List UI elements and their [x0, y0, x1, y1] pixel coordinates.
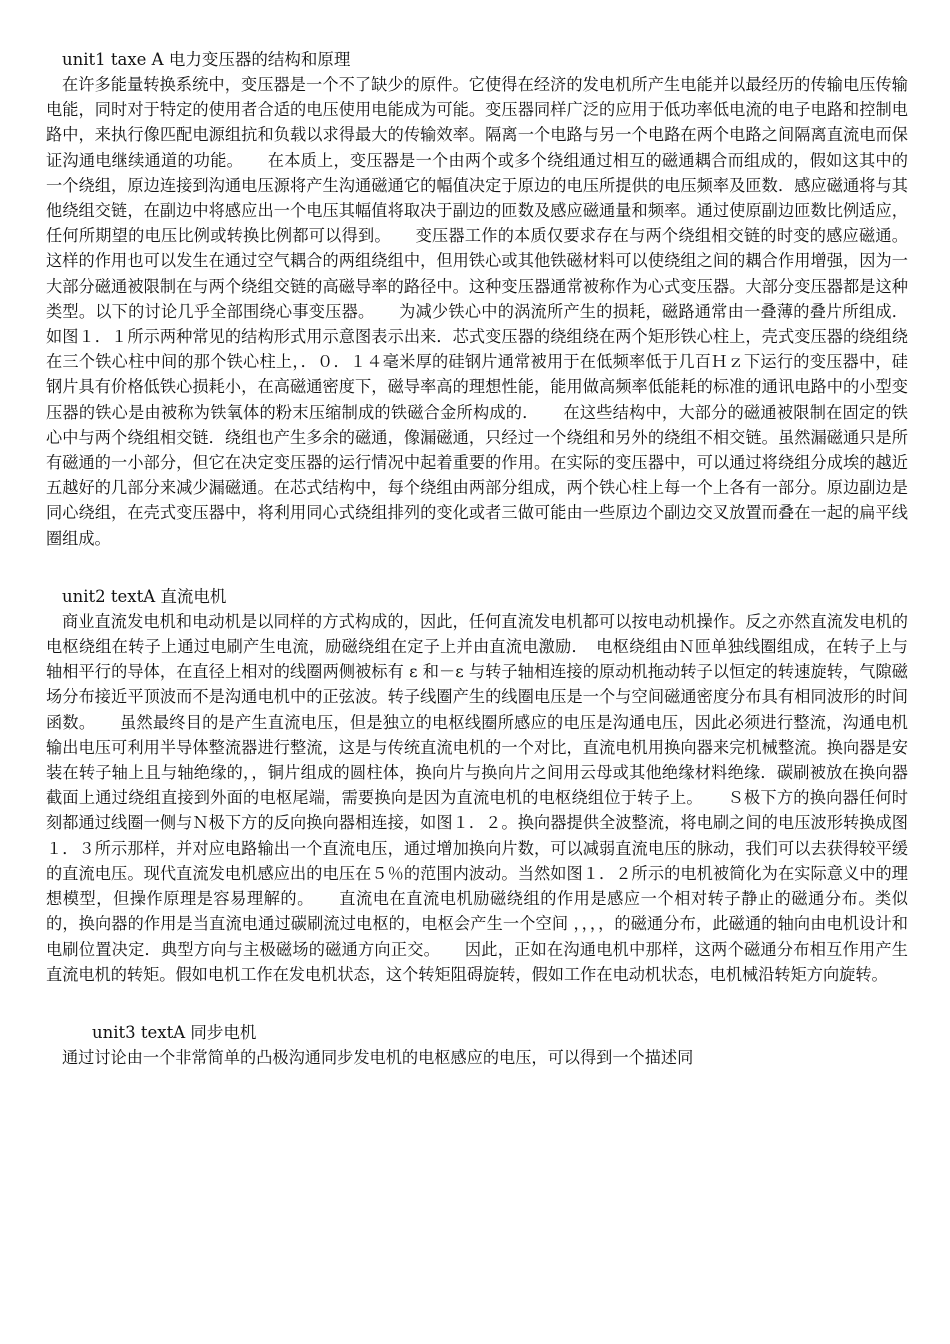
section-spacer: [46, 987, 908, 1021]
section-unit2: [46, 585, 908, 987]
section-paragraph: 在许多能量转换系统中，变压器是一个不了缺少的原件。它使得在经济的发电机所产生电能并以最经历的传输电压传输电能，同时对于特定的使用者合适的电压使用电能成为可能。变压器同样广泛的应用于低功率低电流的电子电路和控制电路中，来执行像匹配电源组抗和负载以求得最大的传输效率。隔离一个电路与另一个电路在两个电路之间隔离直流电而保证沟通电继续通道的功能。 在本质上，变压器是一个由两个或多个绕组通过相互的磁通耦合而组成的，假如这其中的一个绕组，原边连接到沟通电压源将产生沟通磁通它的幅值决定于原边的电压所提供的电压频率及匝数．感应磁通将与其他绕组交链，在副边中将感应出一个电压其幅值将取决于副边的匝数及感应磁通量和频率。通过使原副边匝数比例适应，任何所期望的电压比例或转换比例都可以得到。 变压器工作的本质仅要求存在与两个绕组相交链的时变的感应磁通。这样的作用也可以发生在通过空气耦合的两组绕组中，但用铁心或其他铁磁材料可以使绕组之间的耦合作用增强，因为一大部分磁通被限制在与两个绕组交链的高磁导率的路径中。这种变压器通常被称作为心式变压器。大部分变压器都是这种类型。以下的讨论几乎全部围绕心事变压器。 为减少铁心中的涡流所产生的损耗，磁路通常由一叠薄的叠片所组成．如图１．１所示两种常见的结构形式用示意图表示出来．芯式变压器的绕组绕在两个矩形铁心柱上，壳式变压器的绕组绕在三个铁心柱中间的那个铁心柱上，．０．１４毫米厚的硅钢片通常被用于在低频率低于几百Ｈｚ下运行的变压器中，硅钢片具有价格低铁心损耗小，在高磁通密度下，磁导率高的理想性能，能用做高频率低能耗的标准的通讯电路中的小型变压器的铁心是由被称为铁氧体的粉末压缩制成的铁磁合金所构成的． 在这些结构中，大部分的磁通被限制在固定的铁心中与两个绕组相交链．绕组也产生多余的磁通，像漏磁通，只经过一个绕组和另外的绕组不相交链。虽然漏磁通只是所有磁通的一小部分，但它在决定变压器的运行情况中起着重要的作用。在实际的变压器中，可以通过将绕组分成埃的越近五越好的几部分来减少漏磁通。在芯式结构中，每个绕组由两部分组成，两个铁心柱上每一个上各有一部分。原边副边是同心绕组，在壳式变压器中，将利用同心式绕组排列的变化或者三做可能由一些原边个副边交叉放置而叠在一起的扁平线圈组成。: [46, 75, 908, 548]
section-heading: unit2 textA 直流电机: [62, 586, 227, 606]
section-paragraph: 商业直流发电机和电动机是以同样的方式构成的，因此，任何直流发电机都可以按电动机操作。反之亦然直流发电机的电枢绕组在转子上通过电刷产生电流，励磁绕组在定子上并由直流电激励． 电枢绕组由Ｎ匝单独线圈组成，在转子上与轴相平行的导体，在直径上相对的线圈两侧被标有 ε 和－ε 与转子轴相连接的原动机拖动转子以恒定的转速旋转，气隙磁场分布接近平顶波而不是沟通电机中的正弦波。转子线圈产生的线圈电压是一个与空间磁通密度分布具有相同波形的时间函数。 虽然最终目的是产生直流电压，但是独立的电枢线圈所感应的电压是沟通电压，因此必须进行整流，沟通电机输出电压可利用半导体整流器进行整流，这是与传统直流电机的一个对比，直流电机用换向器来完机械整流。换向器是安装在转子轴上且与轴绝缘的，，铜片组成的圆柱体，换向片与换向片之间用云母或其他绝缘材料绝缘．碳刷被放在换向器截面上通过绕组直接到外面的电枢尾端，需要换向是因为直流电机的电枢绕组位于转子上。 Ｓ极下方的换向器任何时刻都通过线圈一侧与Ｎ极下方的反向换向器相连接，如图１．２。换向器提供全波整流，将电刷之间的电压波形转换成图１．３所示那样，并对应电路输出一个直流电压，通过增加换向片数，可以减弱直流电压的脉动，我们可以去获得较平缓的直流电压。现代直流发电机感应出的电压在５％的范围内波动。当然如图１．２所示的电机被简化为在实际意义中的理想模型，但操作原理是容易理解的。 直流电在直流电机励磁绕组的作用是感应一个相对转子静止的磁通分布。类似的，换向器的作用是当直流电通过碳刷流过电枢的，电枢会产生一个空间 ，，，，的磁通分布，此磁通的轴向由电机设计和电刷位置决定．典型方向与主极磁场的磁通方向正交。 因此，正如在沟通电机中那样，这两个磁通分布相互作用产生直流电机的转矩。假如电机工作在发电机状态，这个转矩阻碍旋转，假如工作在电动机状态，电机械沿转矩方向旋转。: [46, 611, 908, 984]
document-page: [46, 48, 908, 1070]
section-spacer: [46, 551, 908, 585]
section-heading: unit3 textA 同步电机: [92, 1022, 257, 1042]
section-heading: unit1 taxe A 电力变压器的结构和原理: [62, 50, 351, 69]
section-unit1: [46, 48, 908, 551]
section-unit3: [46, 1021, 908, 1070]
section-paragraph: 通过讨论由一个非常简单的凸极沟通同步发电机的电枢感应的电压，可以得到一个描述同: [62, 1047, 694, 1067]
